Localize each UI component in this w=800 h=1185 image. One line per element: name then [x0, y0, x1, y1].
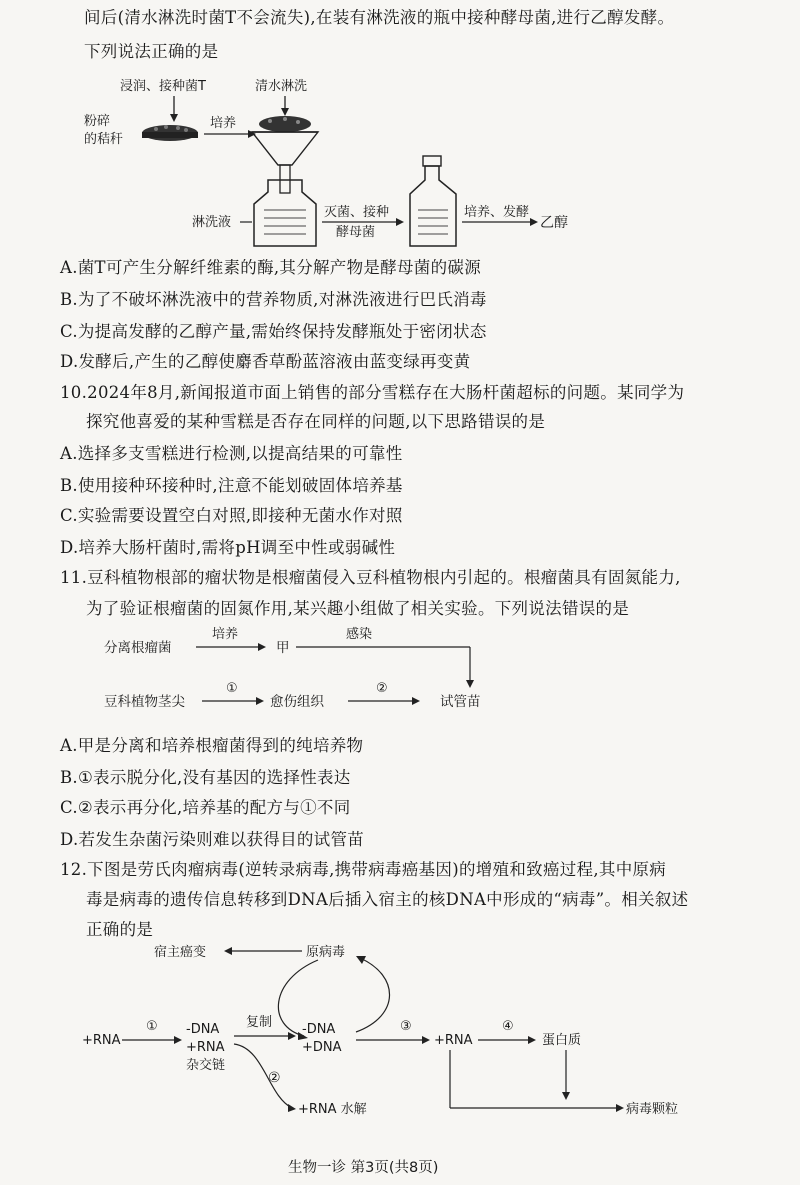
q12-stem-1: 12.下图是劳氏肉瘤病毒(逆转录病毒,携带病毒癌基因)的增殖和致癌过程,其中原病 [60, 860, 667, 879]
label-hybrid: 杂交链 [186, 1058, 226, 1073]
label-culture: 培养 [212, 627, 239, 642]
label-protein: 蛋白质 [542, 1033, 582, 1048]
q9-option-c: C.为提高发酵的乙醇产量,需始终保持发酵瓶处于密闭状态 [60, 322, 487, 341]
label-plus-rna: +RNA [186, 1040, 225, 1055]
label-step-1: ① [146, 1019, 158, 1034]
rinse-bottle-icon [254, 180, 316, 246]
q12-stem-3: 正确的是 [86, 920, 154, 939]
label-culture: 培养 [210, 116, 237, 131]
label-particle: 病毒颗粒 [626, 1102, 679, 1117]
straw-pile-icon [142, 125, 198, 141]
label-step-1: ① [226, 681, 238, 696]
intro-line-2: 下列说法正确的是 [84, 42, 219, 61]
label-step-3: ③ [400, 1019, 412, 1034]
q10-option-a: A.选择多支雪糕进行检测,以提高结果的可靠性 [60, 444, 403, 463]
label-liquid: 淋洗液 [192, 215, 232, 230]
label-stem-tip: 豆科植物茎尖 [104, 694, 185, 710]
retrovirus-diagram [70, 936, 730, 1126]
label-sterilize-2: 酵母菌 [336, 225, 376, 240]
label-jia: 甲 [276, 640, 290, 656]
q10-option-b: B.使用接种环接种时,注意不能划破固体培养基 [60, 476, 403, 495]
q10-option-c: C.实验需要设置空白对照,即接种无菌水作对照 [60, 506, 403, 525]
q9-option-d: D.发酵后,产生的乙醇使麝香草酚蓝溶液由蓝变绿再变黄 [60, 352, 471, 371]
nodule-experiment-diagram [100, 622, 520, 722]
label-step-2: ② [376, 681, 388, 696]
q10-stem-2: 探究他喜爱的某种雪糕是否存在同样的问题,以下思路错误的是 [86, 412, 546, 431]
q9-option-a: A.菌T可产生分解纤维素的酶,其分解产物是酵母菌的碳源 [60, 258, 482, 277]
label-host-cancer: 宿主癌变 [154, 945, 207, 960]
label-soak: 浸润、接种菌T [120, 79, 206, 94]
q12-stem-2: 毒是病毒的遗传信息转移到DNA后插入宿主的核DNA中形成的“病毒”。相关叙述 [86, 890, 689, 909]
fermentation-diagram [80, 70, 600, 250]
label-ds-plus: +DNA [302, 1040, 342, 1055]
label-provirus: 原病毒 [306, 945, 346, 960]
label-minus-dna: -DNA [186, 1022, 220, 1037]
label-ferment: 培养、发酵 [464, 205, 530, 220]
label-straw-1: 粉碎 [84, 114, 111, 129]
fermentation-bottle-icon [410, 156, 456, 246]
page-footer: 生物一诊 第3页(共8页) [288, 1160, 439, 1176]
label-isolate: 分离根瘤菌 [104, 640, 172, 656]
label-replicate: 复制 [246, 1015, 273, 1030]
intro-line-1: 间后(清水淋洗时菌T不会流失),在装有淋洗液的瓶中接种酵母菌,进行乙醇发酵。 [84, 8, 675, 27]
q10-option-d: D.培养大肠杆菌时,需将pH调至中性或弱碱性 [60, 538, 396, 557]
label-straw-2: 的秸秆 [84, 132, 124, 147]
label-rna-plus-1: +RNA [82, 1033, 121, 1048]
label-rinse: 清水淋洗 [255, 79, 308, 94]
label-callus: 愈伤组织 [270, 694, 324, 710]
q10-stem-1: 10.2024年8月,新闻报道市面上销售的部分雪糕存在大肠杆菌超标的问题。某同学为 [60, 383, 685, 402]
label-step-4: ④ [502, 1019, 514, 1034]
q11-option-a: A.甲是分离和培养根瘤菌得到的纯培养物 [60, 736, 364, 755]
funnel-icon [252, 116, 318, 193]
label-rna-plus-2: +RNA [434, 1033, 473, 1048]
q11-stem-1: 11.豆科植物根部的瘤状物是根瘤菌侵入豆科植物根内引起的。根瘤菌具有固氮能力, [60, 568, 681, 587]
q11-option-d: D.若发生杂菌污染则难以获得目的试管苗 [60, 830, 365, 849]
label-ds-minus: -DNA [302, 1022, 336, 1037]
q9-option-b: B.为了不破坏淋洗液中的营养物质,对淋洗液进行巴氏消毒 [60, 290, 487, 309]
label-ethanol: 乙醇 [540, 215, 568, 231]
label-seedling: 试管苗 [440, 694, 481, 710]
q11-option-b: B.①表示脱分化,没有基因的选择性表达 [60, 768, 351, 787]
label-infect: 感染 [346, 627, 373, 642]
label-step-2: ② [268, 1070, 281, 1086]
label-hydrolysis: +RNA 水解 [298, 1102, 367, 1117]
q11-option-c: C.②表示再分化,培养基的配方与①不同 [60, 798, 351, 817]
q11-stem-2: 为了验证根瘤菌的固氮作用,某兴趣小组做了相关实验。下列说法错误的是 [86, 599, 630, 618]
label-sterilize-1: 灭菌、接种 [324, 205, 390, 220]
